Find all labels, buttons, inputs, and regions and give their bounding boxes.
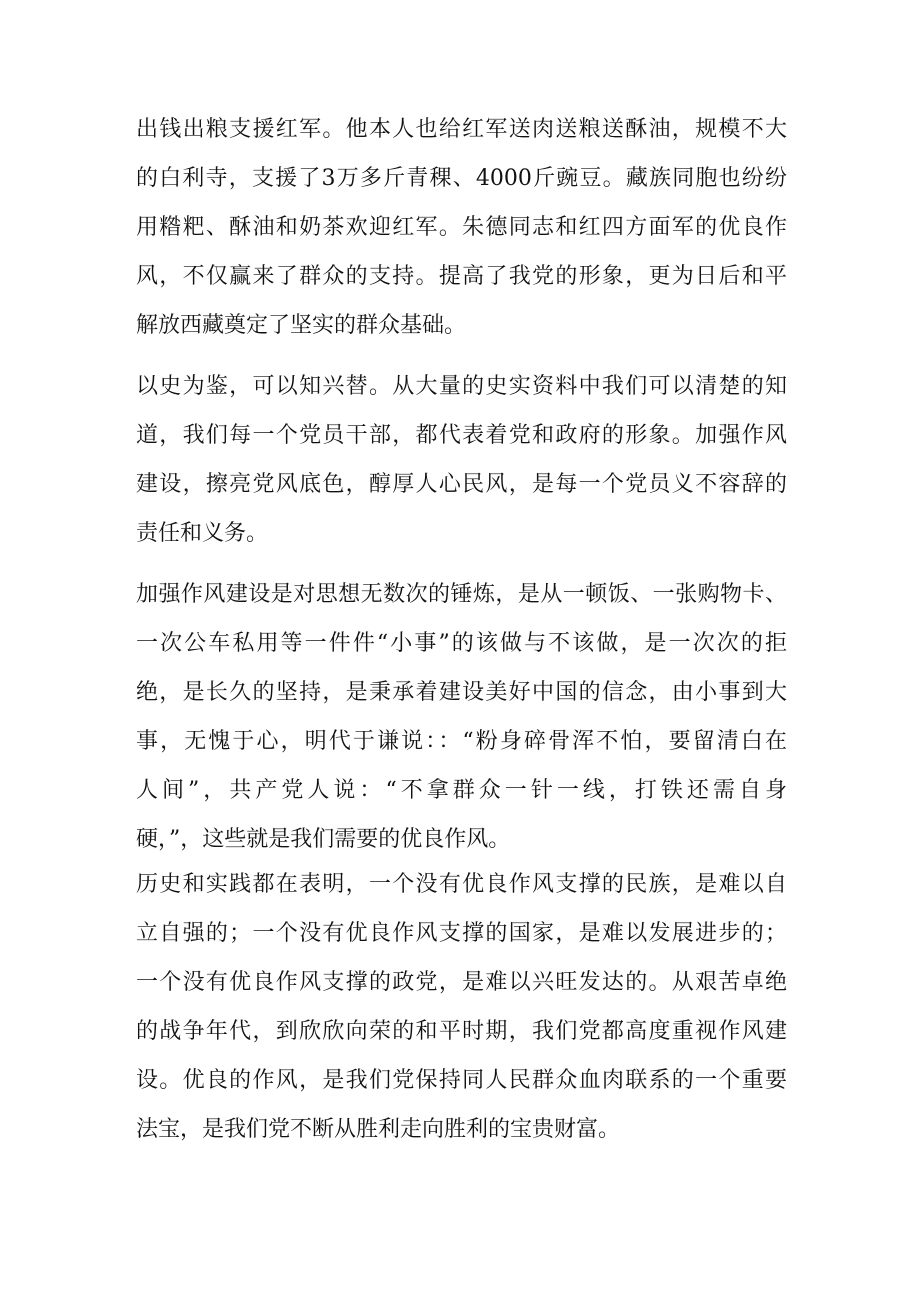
- text-line: 以史为鉴，可以知兴替。从大量的史实资料中我们可以清楚的知: [136, 374, 787, 399]
- text-line: 设。优良的作风，是我们党保持同人民群众血肉联系的一个重要: [136, 1068, 787, 1093]
- text-line: 人间”，共产党人说：“不拿群众一针一线，打铁还需自身: [136, 778, 787, 803]
- text-line: 风，不仅赢来了群众的支持。提高了我党的形象，更为日后和平: [136, 264, 787, 289]
- text-line: 用糌粑、酥油和奶茶欢迎红军。朱德同志和红四方面军的优良作: [136, 215, 787, 240]
- text-line: 一个没有优良作风支撑的政党，是难以兴旺发达的。从艰苦卓绝: [136, 970, 787, 995]
- text-line: 出钱出粮支援红军。他本人也给红军送肉送粮送酥油，规模不大: [136, 117, 787, 142]
- text-line: 建设，擦亮党风底色，醇厚人心民风，是每一个党员义不容辞的: [136, 472, 787, 497]
- text-line: 责任和义务。: [136, 521, 269, 546]
- text-line: 加强作风建设是对思想无数次的锤炼，是从一顿饭、一张购物卡、: [136, 582, 787, 607]
- text-line: 绝，是长久的坚持，是秉承着建设美好中国的信念，由小事到大: [136, 680, 787, 705]
- text-line: 的战争年代，到欣欣向荣的和平时期，我们党都高度重视作风建: [136, 1019, 787, 1044]
- text-line: 立自强的；一个没有优良作风支撑的国家，是难以发展进步的；: [136, 921, 787, 946]
- text-line: 法宝，是我们党不断从胜利走向胜利的宝贵财富。: [136, 1117, 621, 1142]
- text-line: 一次公车私用等一件件“小事”的该做与不该做，是一次次的拒: [136, 631, 787, 656]
- text-line: 解放西藏奠定了坚实的群众基础。: [136, 313, 467, 338]
- text-line: 历史和实践都在表明，一个没有优良作风支撑的民族，是难以自: [136, 872, 787, 897]
- text-line: 道，我们每一个党员干部，都代表着党和政府的形象。加强作风: [136, 423, 787, 448]
- text-line: 的白利寺，支援了3万多斤青稞、4000斤豌豆。藏族同胞也纷纷: [136, 166, 787, 191]
- text-line: 硬，”，这些就是我们需要的优良作风。: [136, 827, 511, 852]
- text-line: 事，无愧于心，明代于谦说：：“粉身碎骨浑不怕，要留清白在: [136, 729, 787, 754]
